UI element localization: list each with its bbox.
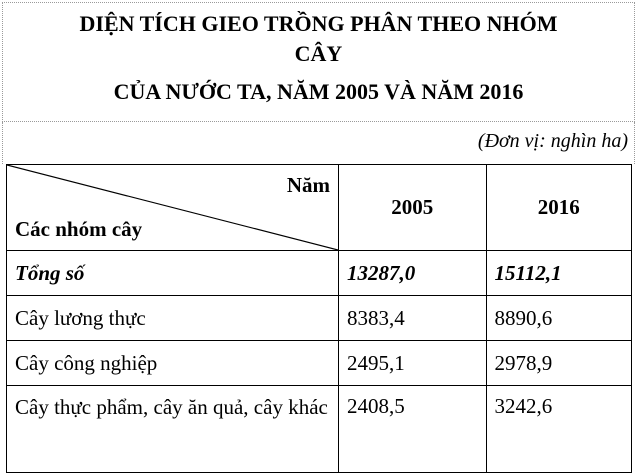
title-line-2: CÂY	[294, 41, 343, 66]
corner-year-label: Năm	[286, 173, 330, 197]
row-value-2005: 2408,5	[339, 386, 487, 473]
row-value-2005: 8383,4	[339, 296, 487, 341]
year-header-2005: 2005	[339, 165, 487, 251]
row-label: Cây lương thực	[7, 296, 339, 341]
title-block	[2, 2, 635, 122]
title-line-1: DIỆN TÍCH GIEO TRỒNG PHÂN THEO NHÓM	[79, 11, 558, 36]
total-row	[7, 251, 632, 296]
total-2005: 13287,0	[339, 251, 487, 296]
row-value-2016: 8890,6	[486, 296, 632, 341]
corner-cell	[7, 165, 339, 251]
table-row	[7, 386, 632, 473]
row-value-2016: 2978,9	[486, 341, 632, 386]
title-line-3: CỦA NƯỚC TA, NĂM 2005 VÀ NĂM 2016	[113, 79, 524, 104]
row-value-2016: 3242,6	[486, 386, 632, 473]
table-row	[7, 296, 632, 341]
row-label: Cây thực phẩm, cây ăn quả, cây khác	[7, 386, 339, 473]
header-row	[7, 165, 632, 251]
row-value-2005: 2495,1	[339, 341, 487, 386]
row-label: Cây công nghiệp	[7, 341, 339, 386]
data-table	[6, 164, 632, 473]
table-row	[7, 341, 632, 386]
total-label: Tổng số	[7, 251, 339, 296]
year-header-2016: 2016	[486, 165, 632, 251]
document-frame	[2, 2, 638, 464]
unit-note: (Đơn vị: nghìn ha)	[477, 130, 628, 152]
total-2016: 15112,1	[486, 251, 632, 296]
unit-block	[2, 122, 635, 164]
corner-group-label: Các nhóm cây	[15, 217, 143, 241]
